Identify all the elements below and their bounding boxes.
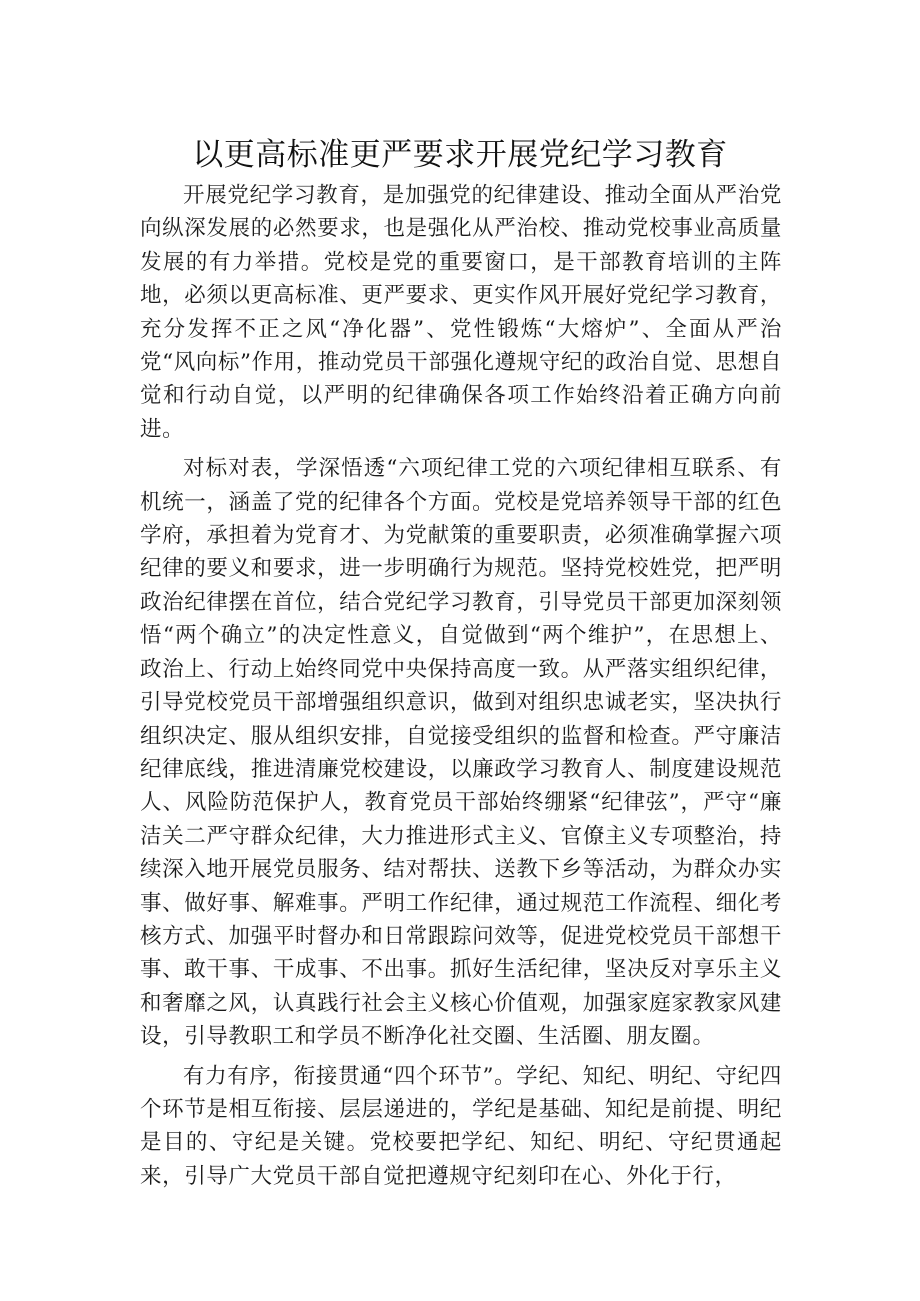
paragraph-six-disciplines: 对标对表，学深悟透“六项纪律工党的六项纪律相互联系、有机统一，涵盖了党的纪律各个方面。党校是党培养领导干部的红色学府，承担着为党育才、为党献策的重要职责，必须准确掌握六项纪律的要义和要求，进一步明确行为规范。坚持党校姓党，把严明政治纪律摆在首位，结合党纪学习教育，引导党员干部更加深刻领悟“两个确立”的决定性意义，自觉做到“两个维护”，在思想上、政治上、行动上始终同党中央保持高度一致。从严落实组织纪律，引导党校党员干部增强组织意识，做到对组织忠诚老实，坚决执行组织决定、服从组织安排，自觉接受组织的监督和检查。严守廉洁纪律底线，推进清廉党校建设，以廉政学习教育人、制度建设规范人、风险防范保护人，教育党员干部始终绷紧“纪律弦”，严守“廉洁关二严守群众纪律，大力推进形式主义、官僚主义专项整治，持续深入地开展党员服务、结对帮扶、送教下乡等活动，为群众办实事、做好事、解难事。严明工作纪律，通过规范工作流程、细化考核方式、加强平时督办和日常跟踪问效等，促进党校党员干部想干事、敢干事、干成事、不出事。抓好生活纪律，坚决反对享乐主义和奢靡之风，认真践行社会主义核心价值观，加强家庭家教家风建设，引导教职工和学员不断净化社交圈、生活圈、朋友圈。 [140,456,782,1050]
paragraph-intro: 开展党纪学习教育，是加强党的纪律建设、推动全面从严治党向纵深发展的必然要求，也是强化从严治校、推动党校事业高质量发展的有力举措。党校是党的重要窗口，是干部教育培训的主阵地，必须以更高标准、更严要求、更实作风开展好党纪学习教育，充分发挥不正之风“净化器”、党性锻炼“大熔炉”、全面从严治党“风向标”作用，推动党员干部强化遵规守纪的政治自觉、思想自觉和行动自觉，以严明的纪律确保各项工作始终沿着正确方向前进。 [140,183,782,442]
document-body [140,179,782,1193]
document-title: 以更高标准更严要求开展党纪学习教育 [192,137,728,173]
paragraph-four-links: 有力有序，衔接贯通“四个环节”。学纪、知纪、明纪、守纪四个环节是相互衔接、层层递进的，学纪是基础、知纪是前提、明纪是目的、守纪是关键。党校要把学纪、知纪、明纪、守纪贯通起来，引导广大党员干部自觉把遵规守纪刻印在心、外化于行， [140,1063,782,1189]
